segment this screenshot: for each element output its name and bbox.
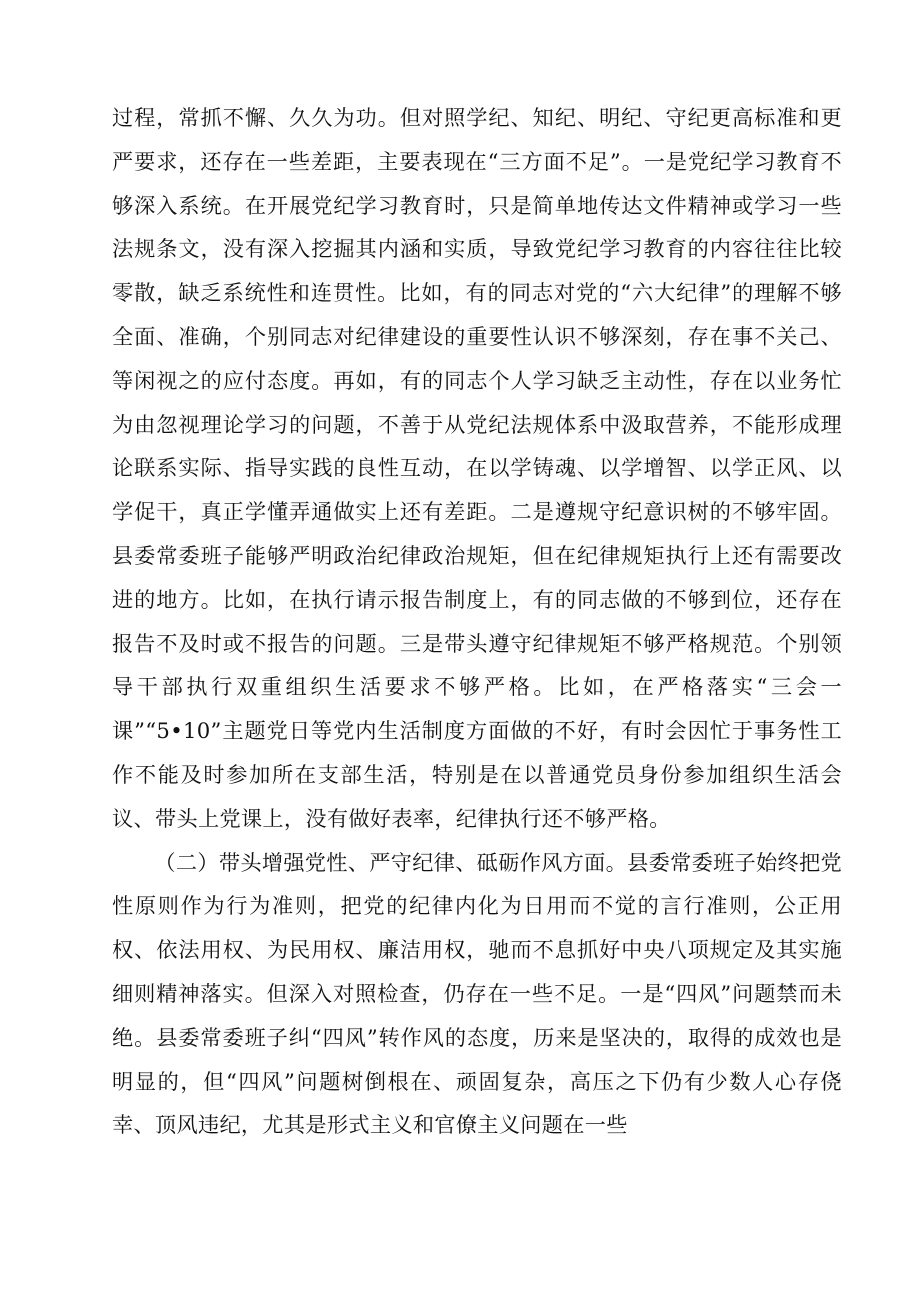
document-body	[112, 96, 842, 1147]
paragraph-section-two: （二）带头增强党性、严守纪律、砥砺作风方面。县委常委班子始终把党性原则作为行为准则，把党的纪律内化为日用而不觉的言行准则，公正用权、依法用权、为民用权、廉洁用权，驰而不息抓好中央八项规定及其实施细则精神落实。但深入对照检查，仍存在一些不足。一是“四风”问题禁而未绝。县委常委班子纠“四风”转作风的态度，历来是坚决的，取得的成效也是明显的，但“四风”问题树倒根在、顽固复杂，高压之下仍有少数人心存侥幸、顶风违纪，尤其是形式主义和官僚主义问题在一些	[112, 849, 842, 1138]
paragraph-continuation: 过程，常抓不懈、久久为功。但对照学纪、知纪、明纪、守纪更高标准和更严要求，还存在一些差距，主要表现在“三方面不足”。一是党纪学习教育不够深入系统。在开展党纪学习教育时，只是简单地传达文件精神或学习一些法规条文，没有深入挖掘其内涵和实质，导致党纪学习教育的内容往往比较零散，缺乏系统性和连贯性。比如，有的同志对党的“六大纪律”的理解不够全面、准确，个别同志对纪律建设的重要性认识不够深刻，存在事不关己、等闲视之的应付态度。再如，有的同志个人学习缺乏主动性，存在以业务忙为由忽视理论学习的问题，不善于从党纪法规体系中汲取营养，不能形成理论联系实际、指导实践的良性互动，在以学铸魂、以学增智、以学正风、以学促干，真正学懂弄通做实上还有差距。二是遵规守纪意识树的不够牢固。县委常委班子能够严明政治纪律政治规矩，但在纪律规矩执行上还有需要改进的地方。比如，在执行请示报告制度上，有的同志做的不够到位，还存在报告不及时或不报告的问题。三是带头遵守纪律规矩不够严格规范。个别领导干部执行双重组织生活要求不够严格。比如，在严格落实“三会一课”“5•10”主题党日等党内生活制度方面做的不好，有时会因忙于事务性工作不能及时参加所在支部生活，特别是在以普通党员身份参加组织生活会议、带头上党课上，没有做好表率，纪律执行还不够严格。	[112, 105, 842, 831]
